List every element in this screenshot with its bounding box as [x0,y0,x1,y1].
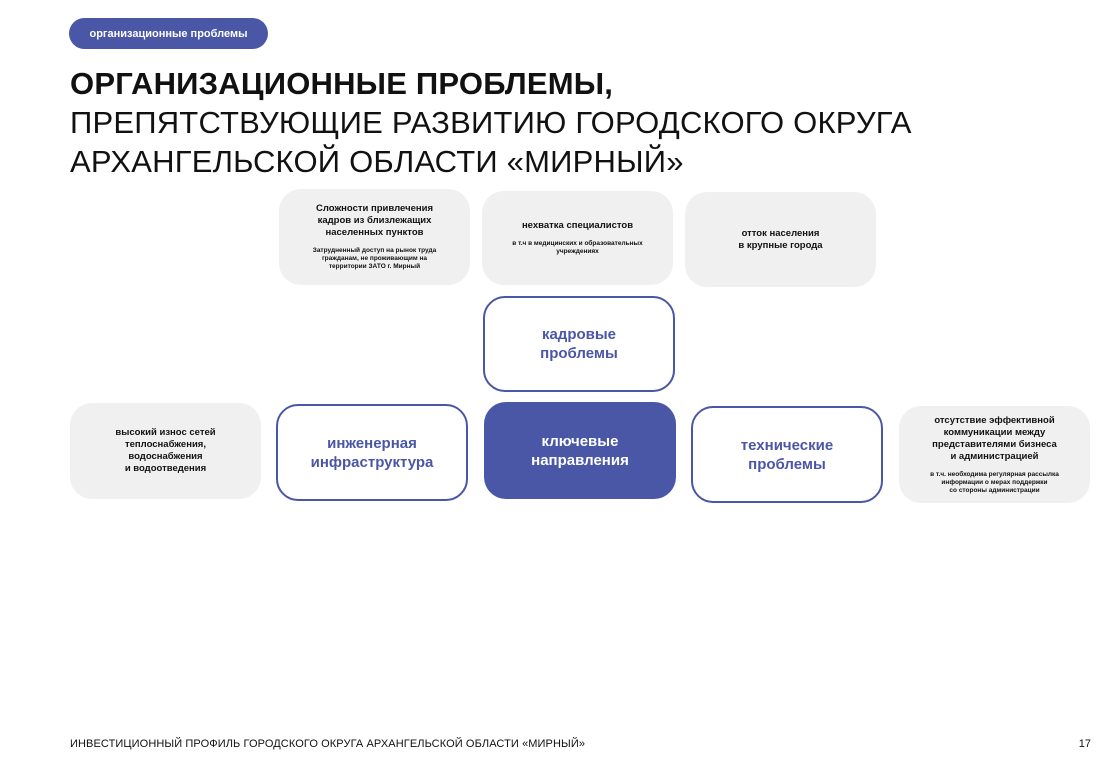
infrastructure-item-wear-main: высокий износ сетей теплоснабжения, водоснабжения и водоотведения [115,427,216,474]
staff-item-recruitment [279,189,470,285]
infrastructure-item-wear [70,403,261,499]
branch-technical [691,406,883,503]
center-key-directions [484,402,676,499]
technical-item-communication-sub: в т.ч. необходима регулярная рассылка информации о мерах поддержки со стороны администрации [930,470,1059,494]
branch-infrastructure [276,404,468,501]
technical-item-communication-main: отсутствие эффективной коммуникации между представителями бизнеса и администрацией [932,414,1057,462]
page-title [70,64,912,181]
staff-item-shortage-main: нехватка специалистов [521,220,634,231]
footer-text: ИНВЕСТИЦИОННЫЙ ПРОФИЛЬ ГОРОДСКОГО ОКРУГА АРХАНГЕЛЬСКОЙ ОБЛАСТИ «МИРНЫЙ» [70,738,586,750]
staff-item-outflow-main: отток населения в крупные города [738,227,823,251]
page-number: 17 [1078,738,1091,750]
title-line-2: ПРЕПЯТСТВУЮЩИЕ РАЗВИТИЮ ГОРОДСКОГО ОКРУГА [70,105,912,140]
staff-item-recruitment-sub: Затрудненный доступ на рынок труда гражданам, не проживающим на территории ЗАТО г. Мирный [312,247,437,270]
staff-item-outflow [685,192,876,287]
branch-technical-label: технические проблемы [740,436,834,473]
technical-item-communication [899,406,1090,503]
staff-item-shortage [482,191,673,285]
section-tag: организационные проблемы [69,18,268,49]
title-line-3: АРХАНГЕЛЬСКОЙ ОБЛАСТИ «МИРНЫЙ» [70,144,684,179]
staff-item-recruitment-main: Сложности привлечения кадров из близлежащих населенных пунктов [316,203,433,238]
staff-item-shortage-sub: в т.ч в медицинских и образовательных учреждениях [512,240,643,255]
title-line-1: ОРГАНИЗАЦИОННЫЕ ПРОБЛЕМЫ, [70,66,614,101]
center-key-directions-label: ключевые направления [531,432,629,469]
branch-staff [483,296,675,392]
branch-staff-label: кадровые проблемы [540,326,618,362]
branch-infrastructure-label: инженерная инфраструктура [310,434,434,471]
